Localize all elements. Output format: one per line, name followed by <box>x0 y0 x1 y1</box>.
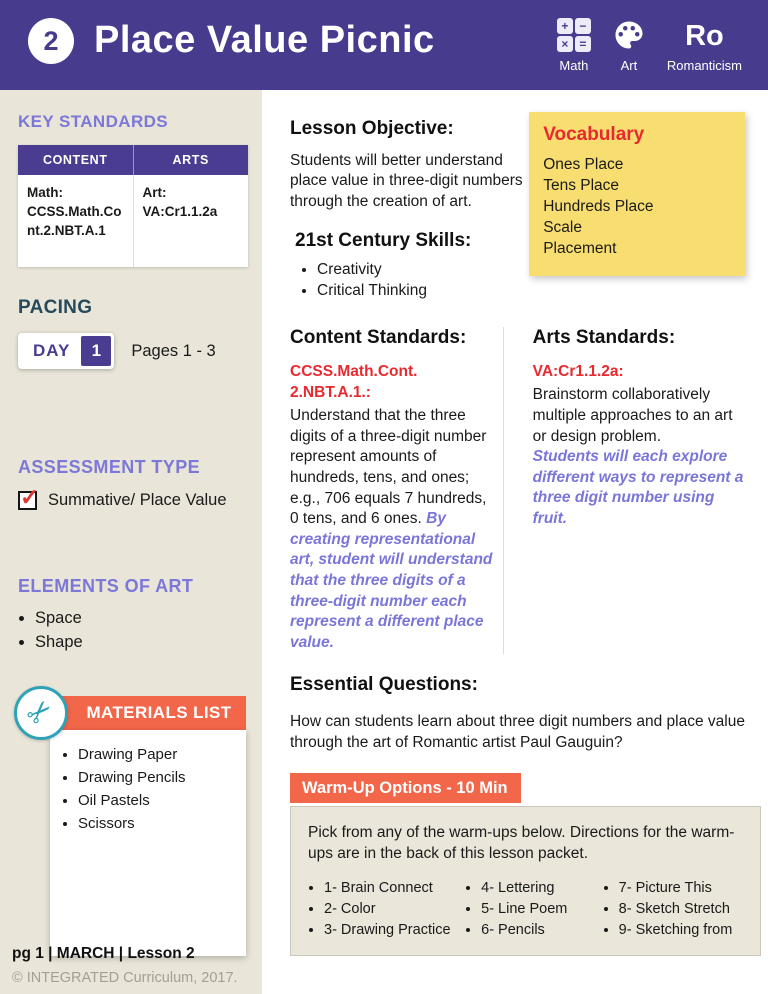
vocabulary-list <box>543 155 731 260</box>
arts-standard-cell <box>133 175 248 267</box>
page-footer <box>12 945 238 986</box>
art-badge-label: Art <box>620 58 638 73</box>
list-item: • 4- Lettering <box>481 880 603 896</box>
lesson-objective-heading: Lesson Objective: <box>290 118 454 139</box>
table-row <box>18 175 248 267</box>
key-standards-table <box>18 145 248 267</box>
math-calculator-icon <box>557 18 591 52</box>
essential-questions-heading: Essential Questions: <box>290 673 478 695</box>
vocabulary-heading: Vocabulary <box>543 124 645 145</box>
assessment-type-heading: ASSESSMENT TYPE <box>18 457 201 477</box>
subject-badges <box>557 17 742 73</box>
warm-up-options <box>308 880 750 943</box>
page-header <box>0 0 768 90</box>
warm-up-column-3 <box>603 880 750 943</box>
art-movement-badge <box>667 19 742 73</box>
list-item: • Creativity <box>317 261 529 279</box>
century-skills-list <box>295 261 529 300</box>
warm-up-heading: Warm-Up Options - 10 Min <box>290 773 521 803</box>
arts-column-header: ARTS <box>133 145 248 175</box>
arts-standard-code: VA:Cr1.1.2a <box>142 203 218 219</box>
list-item: • 6- Pencils <box>481 922 603 938</box>
content-standards-heading: Content Standards: <box>290 327 467 349</box>
objective-vocabulary-row <box>290 112 745 303</box>
assessment-item-label: Summative/ Place Value <box>48 491 227 509</box>
list-item: • Space <box>35 609 250 628</box>
arts-standard-description: Brainstorm collaboratively multiple approaches to an art or design problem. Students will each explore different ways to represent a three digit number using fruit. <box>533 385 745 529</box>
multiply-symbol: × <box>557 36 573 52</box>
key-standards-heading: KEY STANDARDS <box>18 112 169 131</box>
list-item: • Critical Thinking <box>317 282 529 300</box>
day-label: DAY <box>33 341 71 360</box>
lesson-number: 2 <box>43 25 59 56</box>
art-badge <box>611 17 647 73</box>
plus-symbol: + <box>557 18 573 34</box>
warm-up-column-1 <box>308 880 465 943</box>
copyright-notice: © INTEGRATED Curriculum, 2017. <box>12 970 238 986</box>
list-item: • Drawing Pencils <box>78 769 238 786</box>
checkbox-icon <box>18 484 40 510</box>
scissors-icon: ✂ <box>14 686 68 740</box>
materials-list-section <box>18 692 250 956</box>
arts-standards-heading: Arts Standards: <box>532 327 676 349</box>
content-standard-description: Understand that the three digits of a three-digit number represent amounts of hundreds, tens, and ones; e.g., 706 equals 7 hundreds, 0 tens, and 6 ones. By creating representational art, student will understand that the three digits of a three-digit number each represent a different place value. <box>290 407 493 651</box>
content-integration-note: By creating representational art, student will understand that the three digits of a three-digit number each represent a different place value. <box>290 510 493 651</box>
arts-standards-section <box>503 327 745 653</box>
lesson-objective-section <box>290 112 529 303</box>
main-content <box>262 90 768 994</box>
materials-list-heading: MATERIALS LIST <box>46 696 246 730</box>
equals-symbol: = <box>575 36 591 52</box>
math-badge <box>557 18 591 73</box>
essential-questions-body: How can students learn about three digit numbers and place value through the art of Romantic artist Paul Gauguin? <box>290 712 745 751</box>
table-header-row <box>18 145 248 175</box>
elements-of-art-heading: ELEMENTS OF ART <box>18 576 194 596</box>
content-standards-section <box>290 327 503 653</box>
art-movement-label: Romanticism <box>666 58 742 73</box>
century-skills-heading: 21st Century Skills: <box>295 230 472 252</box>
materials-list <box>62 746 238 832</box>
elements-of-art-list <box>18 609 250 652</box>
list-item: • 2- Color <box>324 901 465 917</box>
warm-up-box <box>290 806 761 956</box>
vocabulary-box <box>529 112 745 276</box>
vocabulary-item: Tens Place <box>543 176 620 194</box>
vocabulary-item: Hundreds Place <box>543 197 654 215</box>
page-info: pg 1 | MARCH | Lesson 2 <box>12 945 195 962</box>
arts-standard-label: Art: <box>142 185 167 200</box>
arts-standard-code: VA:Cr1.1.2a: <box>532 363 624 381</box>
day-indicator <box>18 333 114 369</box>
lesson-number-badge <box>28 18 74 64</box>
page-title: Place Value Picnic <box>94 18 435 61</box>
day-number: 1 <box>81 336 111 366</box>
vocabulary-item: Scale <box>543 218 582 236</box>
assessment-item-row <box>18 484 250 510</box>
warm-up-section <box>290 773 745 956</box>
content-standard-label: Math: <box>27 185 63 200</box>
art-palette-icon <box>611 17 647 53</box>
lesson-objective-body: Students will better understand place value in three-digit numbers through the creation of art. <box>290 152 523 210</box>
sidebar <box>0 90 262 994</box>
math-badge-label: Math <box>559 58 589 73</box>
list-item: • Drawing Paper <box>78 746 238 763</box>
pacing-heading: PACING <box>18 297 93 318</box>
content-standard-cell <box>18 175 133 267</box>
list-item: • Oil Pastels <box>78 792 238 809</box>
list-item: • 5- Line Poem <box>481 901 603 917</box>
minus-symbol: − <box>575 18 591 34</box>
pacing-day-row <box>18 333 250 369</box>
materials-list-box <box>50 730 246 956</box>
pages-range: Pages 1 - 3 <box>131 341 216 360</box>
list-item: • 1- Brain Connect <box>324 880 465 896</box>
list-item: • 9- Sketching from <box>619 922 750 938</box>
arts-integration-note: Students will each explore different ways to represent a three digit number using fruit. <box>532 448 744 527</box>
warm-up-column-2 <box>465 880 603 943</box>
content-standard-code: CCSS.Math.Cont. 2.NBT.A.1.: <box>290 363 418 402</box>
checkmark-icon: ✓ <box>20 484 40 510</box>
content-standard-code: CCSS.Math.Cont.2.NBT.A.1 <box>27 203 122 238</box>
list-item: • Shape <box>35 633 250 652</box>
warm-up-intro: Pick from any of the warm-ups below. Directions for the warm-ups are in the back of this lesson packet. <box>308 824 735 863</box>
content-column-header: CONTENT <box>18 145 133 175</box>
essential-questions-section <box>290 674 745 754</box>
list-item: • 8- Sketch Stretch <box>619 901 750 917</box>
standards-row <box>290 327 745 653</box>
century-skills-section <box>290 230 529 300</box>
art-movement-abbreviation: Ro <box>685 20 724 52</box>
list-item: • Scissors <box>78 815 238 832</box>
vocabulary-item: Ones Place <box>543 156 624 173</box>
list-item: • 3- Drawing Practice <box>324 922 465 938</box>
list-item: • 7- Picture This <box>619 880 750 896</box>
vocabulary-item: Placement <box>543 239 617 257</box>
